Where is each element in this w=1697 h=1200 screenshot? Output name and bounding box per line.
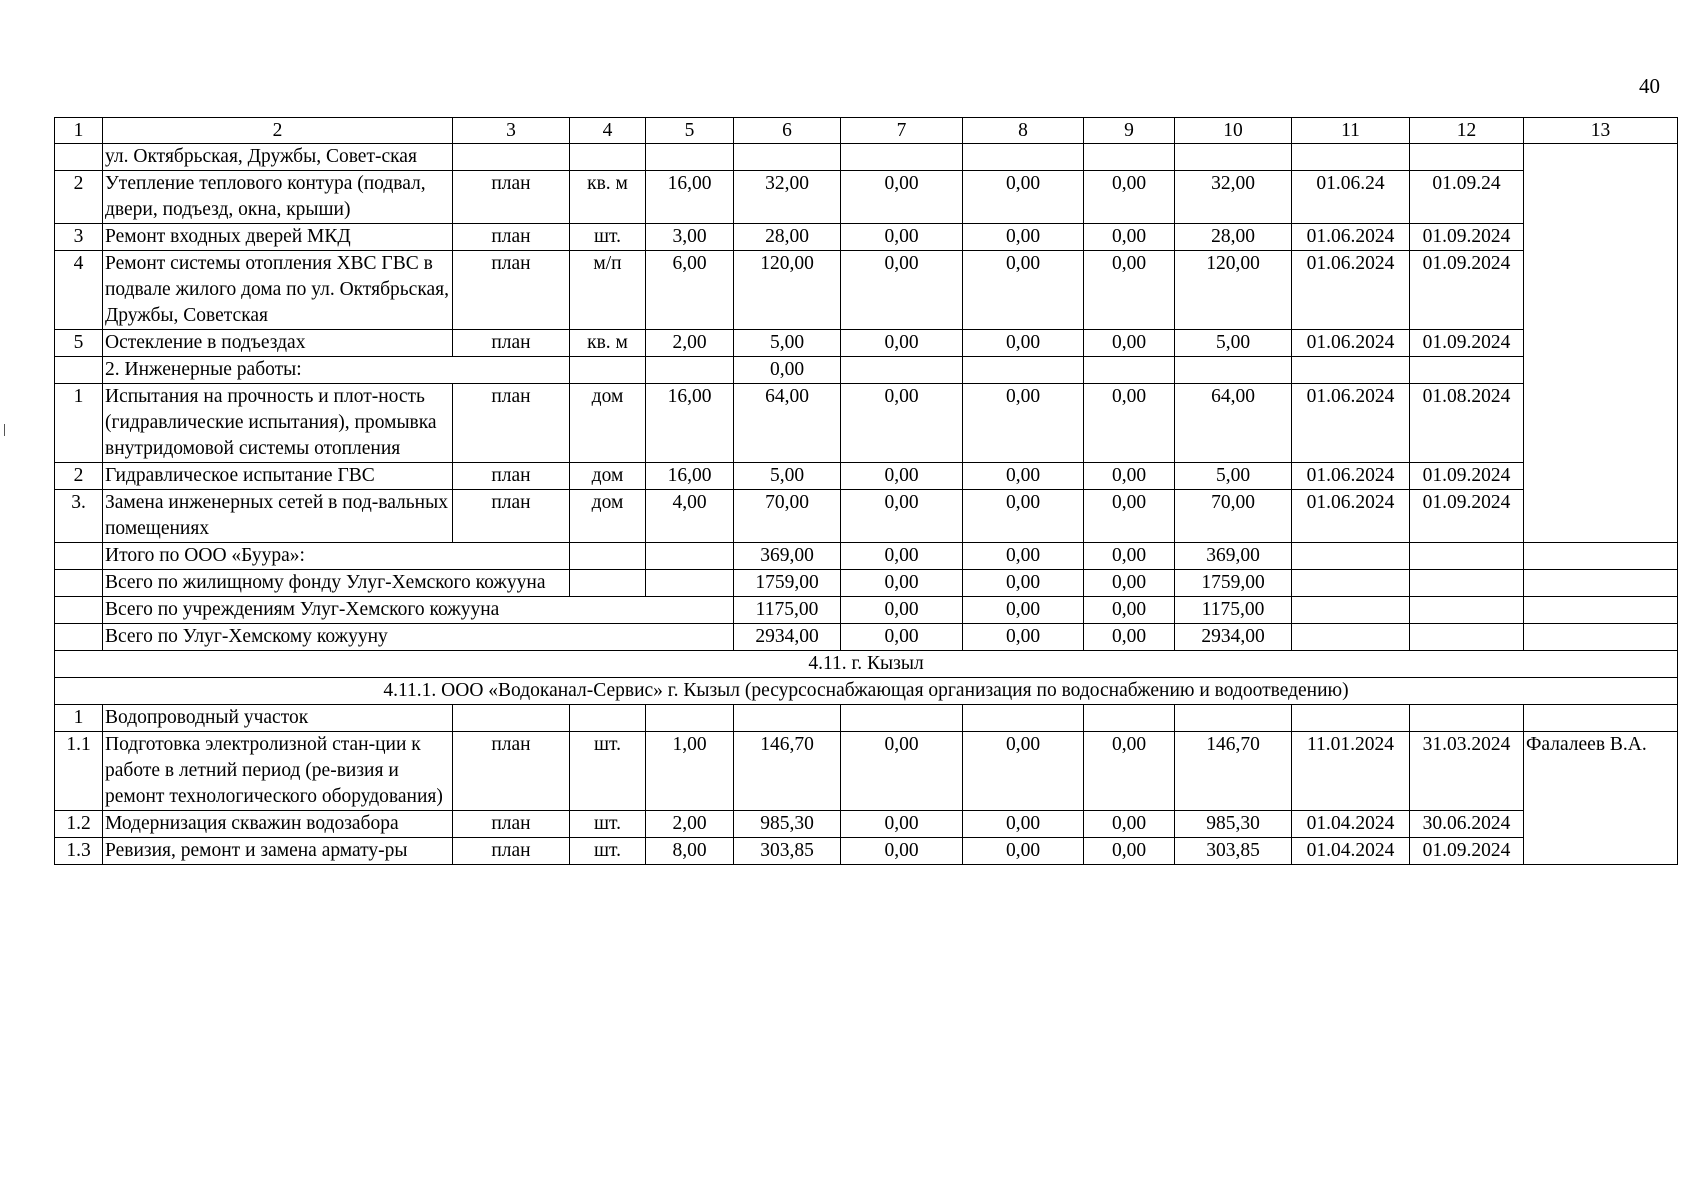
row-number: 3 (55, 224, 103, 251)
cell-start-date: 01.06.2024 (1292, 251, 1410, 330)
cell-unit: дом (570, 463, 646, 490)
cell-col7: 0,00 (841, 732, 963, 811)
header-cell: 13 (1524, 118, 1678, 144)
cell-col7: 0,00 (841, 330, 963, 357)
cell-col10: 70,00 (1175, 490, 1292, 543)
cell-col7: 0,00 (841, 171, 963, 224)
cell-type: план (453, 463, 570, 490)
cell-col9: 0,00 (1084, 732, 1175, 811)
cell-quantity (646, 357, 734, 384)
header-cell: 3 (453, 118, 570, 144)
total-col10: 1759,00 (1175, 570, 1292, 597)
cell-unit (570, 357, 646, 384)
table-row (55, 224, 1678, 251)
cell-type (453, 705, 570, 732)
row-number: 1.2 (55, 811, 103, 838)
cell-end-date: 01.09.2024 (1410, 330, 1524, 357)
cell-col8: 0,00 (963, 838, 1084, 865)
work-name: 2. Инженерные работы: (103, 357, 570, 384)
cell-start-date (1292, 705, 1410, 732)
cell-col8 (963, 357, 1084, 384)
cell-col9: 0,00 (1084, 463, 1175, 490)
row-number: 1 (55, 705, 103, 732)
cell-col9: 0,00 (1084, 384, 1175, 463)
header-cell: 7 (841, 118, 963, 144)
row-number: 1.3 (55, 838, 103, 865)
cell-col9: 0,00 (1084, 838, 1175, 865)
row-number: 2 (55, 171, 103, 224)
row-number: 4 (55, 251, 103, 330)
cell-end-date: 01.09.2024 (1410, 838, 1524, 865)
cell-col9: 0,00 (1084, 811, 1175, 838)
total-row (55, 597, 1678, 624)
row-number: 1.1 (55, 732, 103, 811)
cell-end-date: 01.09.2024 (1410, 224, 1524, 251)
total-label: Всего по Улуг-Хемскому кожууну (103, 624, 734, 651)
section-row (55, 651, 1678, 678)
cell-col7: 0,00 (841, 224, 963, 251)
header-cell: 11 (1292, 118, 1410, 144)
cell-unit: кв. м (570, 330, 646, 357)
work-name: Остекление в подъездах (103, 330, 453, 357)
row-number: 2 (55, 463, 103, 490)
cell-col7 (841, 357, 963, 384)
cell-unit: шт. (570, 838, 646, 865)
cell-col9: 0,00 (1084, 251, 1175, 330)
cell-col8: 0,00 (963, 251, 1084, 330)
cell-unit: шт. (570, 811, 646, 838)
row-number: 3. (55, 490, 103, 543)
header-cell: 1 (55, 118, 103, 144)
header-cell: 6 (734, 118, 841, 144)
cell-col8: 0,00 (963, 330, 1084, 357)
total-col10: 2934,00 (1175, 624, 1292, 651)
cell-start-date: 01.06.2024 (1292, 224, 1410, 251)
row-number: 5 (55, 330, 103, 357)
cell-unit: шт. (570, 224, 646, 251)
cell-col10: 146,70 (1175, 732, 1292, 811)
cell-quantity (646, 144, 734, 171)
cell-unit: дом (570, 490, 646, 543)
table-row (55, 171, 1678, 224)
cell-col10: 32,00 (1175, 171, 1292, 224)
total-col6: 1759,00 (734, 570, 841, 597)
cell-col9 (1084, 705, 1175, 732)
cell-col8: 0,00 (963, 463, 1084, 490)
table-row (55, 251, 1678, 330)
total-col7: 0,00 (841, 597, 963, 624)
cell-type: план (453, 330, 570, 357)
cell-unit: дом (570, 384, 646, 463)
work-name: Ревизия, ремонт и замена армату-ры (103, 838, 453, 865)
row-number: 1 (55, 384, 103, 463)
table-row (55, 705, 1678, 732)
cell-col10: 5,00 (1175, 463, 1292, 490)
total-col8: 0,00 (963, 543, 1084, 570)
cell-col6: 5,00 (734, 330, 841, 357)
header-cell: 2 (103, 118, 453, 144)
cell-quantity: 16,00 (646, 384, 734, 463)
work-name: Ремонт входных дверей МКД (103, 224, 453, 251)
cell-quantity: 16,00 (646, 463, 734, 490)
cell-type: план (453, 384, 570, 463)
header-cell: 12 (1410, 118, 1524, 144)
cell-col7: 0,00 (841, 463, 963, 490)
cell-type (453, 144, 570, 171)
cell-unit (570, 705, 646, 732)
work-name: Замена инженерных сетей в под-вальных помещениях (103, 490, 453, 543)
table-row (55, 330, 1678, 357)
cell-col10 (1175, 144, 1292, 171)
total-col8: 0,00 (963, 624, 1084, 651)
cell-col6: 28,00 (734, 224, 841, 251)
cell-col7: 0,00 (841, 811, 963, 838)
table-row (55, 490, 1678, 543)
cell-col7: 0,00 (841, 251, 963, 330)
responsible-cell (1524, 144, 1678, 543)
cell-col6 (734, 705, 841, 732)
table-row (55, 357, 1678, 384)
cell-type: план (453, 171, 570, 224)
cell-start-date: 01.04.2024 (1292, 838, 1410, 865)
table-row (55, 384, 1678, 463)
cell-col8: 0,00 (963, 811, 1084, 838)
total-col7: 0,00 (841, 624, 963, 651)
cell-unit: кв. м (570, 171, 646, 224)
work-name: ул. Октябрьская, Дружбы, Совет-ская (103, 144, 453, 171)
work-name: Ремонт системы отопления ХВС ГВС в подвале жилого дома по ул. Октябрьская, Дружбы, Советская (103, 251, 453, 330)
cell-quantity: 6,00 (646, 251, 734, 330)
total-col6: 1175,00 (734, 597, 841, 624)
cell-start-date (1292, 144, 1410, 171)
total-col6: 369,00 (734, 543, 841, 570)
table-row (55, 732, 1678, 811)
cell-col10 (1175, 357, 1292, 384)
cell-col6: 64,00 (734, 384, 841, 463)
cell-end-date: 01.09.24 (1410, 171, 1524, 224)
cell-col10: 5,00 (1175, 330, 1292, 357)
cell-end-date: 30.06.2024 (1410, 811, 1524, 838)
cell-col6: 0,00 (734, 357, 841, 384)
cell-col6: 70,00 (734, 490, 841, 543)
total-col6: 2934,00 (734, 624, 841, 651)
total-row (55, 543, 1678, 570)
cell-col7 (841, 144, 963, 171)
header-cell: 10 (1175, 118, 1292, 144)
cell-col6: 32,00 (734, 171, 841, 224)
cell-col6: 303,85 (734, 838, 841, 865)
total-col10: 1175,00 (1175, 597, 1292, 624)
work-name: Подготовка электролизной стан-ции к работе в летний период (ре-визия и ремонт технологического оборудования) (103, 732, 453, 811)
row-number (55, 144, 103, 171)
cell-start-date: 01.06.2024 (1292, 330, 1410, 357)
cell-unit: шт. (570, 732, 646, 811)
cell-end-date: 01.09.2024 (1410, 251, 1524, 330)
total-col9: 0,00 (1084, 624, 1175, 651)
cell-col10: 303,85 (1175, 838, 1292, 865)
total-col8: 0,00 (963, 570, 1084, 597)
total-row (55, 624, 1678, 651)
cell-end-date: 01.08.2024 (1410, 384, 1524, 463)
row-number (55, 357, 103, 384)
total-col8: 0,00 (963, 597, 1084, 624)
total-label: Всего по учреждениям Улуг-Хемского кожууна (103, 597, 734, 624)
cell-col7: 0,00 (841, 384, 963, 463)
cell-col8: 0,00 (963, 732, 1084, 811)
total-col9: 0,00 (1084, 570, 1175, 597)
work-name: Испытания на прочность и плот-ность (гидравлические испытания), промывка внутридомовой системы отопления (103, 384, 453, 463)
total-row (55, 570, 1678, 597)
work-name: Утепление теплового контура (подвал, двери, подъезд, окна, крыши) (103, 171, 453, 224)
cell-col10: 28,00 (1175, 224, 1292, 251)
header-cell: 8 (963, 118, 1084, 144)
cell-col9: 0,00 (1084, 171, 1175, 224)
cell-end-date: 01.09.2024 (1410, 490, 1524, 543)
cell-quantity: 16,00 (646, 171, 734, 224)
cell-quantity: 8,00 (646, 838, 734, 865)
cell-type: план (453, 732, 570, 811)
cell-type: план (453, 224, 570, 251)
total-col9: 0,00 (1084, 597, 1175, 624)
table-row (55, 463, 1678, 490)
total-label: Итого по ООО «Буура»: (103, 543, 570, 570)
work-name: Водопроводный участок (103, 705, 453, 732)
cell-col8: 0,00 (963, 171, 1084, 224)
cell-start-date: 01.06.2024 (1292, 463, 1410, 490)
work-name: Модернизация скважин водозабора (103, 811, 453, 838)
page-number: 40 (1639, 74, 1660, 98)
cell-col8 (963, 144, 1084, 171)
work-name: Гидравлическое испытание ГВС (103, 463, 453, 490)
total-label: Всего по жилищному фонду Улуг-Хемского кожууна (103, 570, 570, 597)
cell-col7: 0,00 (841, 838, 963, 865)
responsible-person: Фалалеев В.А. (1524, 732, 1678, 865)
cell-col9 (1084, 357, 1175, 384)
header-cell: 9 (1084, 118, 1175, 144)
cell-col6: 5,00 (734, 463, 841, 490)
total-col7: 0,00 (841, 543, 963, 570)
cell-type: план (453, 490, 570, 543)
cell-quantity: 1,00 (646, 732, 734, 811)
cell-quantity (646, 705, 734, 732)
section-org: 4.11.1. ООО «Водоканал-Сервис» г. Кызыл (ресурсоснабжающая организация по водоснабжению и водоотведению) (55, 678, 1678, 705)
table-row (55, 811, 1678, 838)
section-city: 4.11. г. Кызыл (55, 651, 1678, 678)
cell-col10: 985,30 (1175, 811, 1292, 838)
cell-type: план (453, 838, 570, 865)
cell-col9: 0,00 (1084, 330, 1175, 357)
cell-col10: 64,00 (1175, 384, 1292, 463)
cell-quantity: 4,00 (646, 490, 734, 543)
cell-col6: 985,30 (734, 811, 841, 838)
total-col7: 0,00 (841, 570, 963, 597)
cell-end-date (1410, 357, 1524, 384)
cell-type: план (453, 251, 570, 330)
cell-quantity: 2,00 (646, 330, 734, 357)
cell-unit: м/п (570, 251, 646, 330)
cell-quantity: 3,00 (646, 224, 734, 251)
cell-end-date: 31.03.2024 (1410, 732, 1524, 811)
margin-mark (4, 424, 5, 436)
table-row (55, 838, 1678, 865)
header-cell: 5 (646, 118, 734, 144)
cell-col9 (1084, 144, 1175, 171)
cell-end-date (1410, 144, 1524, 171)
cell-end-date (1410, 705, 1524, 732)
cell-col10: 120,00 (1175, 251, 1292, 330)
total-col10: 369,00 (1175, 543, 1292, 570)
header-cell: 4 (570, 118, 646, 144)
cell-col6: 146,70 (734, 732, 841, 811)
header-row (55, 118, 1678, 144)
plan-table (54, 117, 1678, 865)
cell-unit (570, 144, 646, 171)
cell-col6: 120,00 (734, 251, 841, 330)
section-row (55, 678, 1678, 705)
cell-end-date: 01.09.2024 (1410, 463, 1524, 490)
cell-start-date: 01.04.2024 (1292, 811, 1410, 838)
cell-col10 (1175, 705, 1292, 732)
cell-col9: 0,00 (1084, 490, 1175, 543)
cell-col8: 0,00 (963, 224, 1084, 251)
cell-start-date (1292, 357, 1410, 384)
cell-col9: 0,00 (1084, 224, 1175, 251)
cell-col7 (841, 705, 963, 732)
cell-type: план (453, 811, 570, 838)
cell-col8: 0,00 (963, 384, 1084, 463)
cell-col7: 0,00 (841, 490, 963, 543)
cell-start-date: 11.01.2024 (1292, 732, 1410, 811)
cell-start-date: 01.06.24 (1292, 171, 1410, 224)
cell-start-date: 01.06.2024 (1292, 490, 1410, 543)
cell-quantity: 2,00 (646, 811, 734, 838)
cell-start-date: 01.06.2024 (1292, 384, 1410, 463)
total-col9: 0,00 (1084, 543, 1175, 570)
cell-col8 (963, 705, 1084, 732)
cell-col6 (734, 144, 841, 171)
cell-col8: 0,00 (963, 490, 1084, 543)
table-row (55, 144, 1678, 171)
